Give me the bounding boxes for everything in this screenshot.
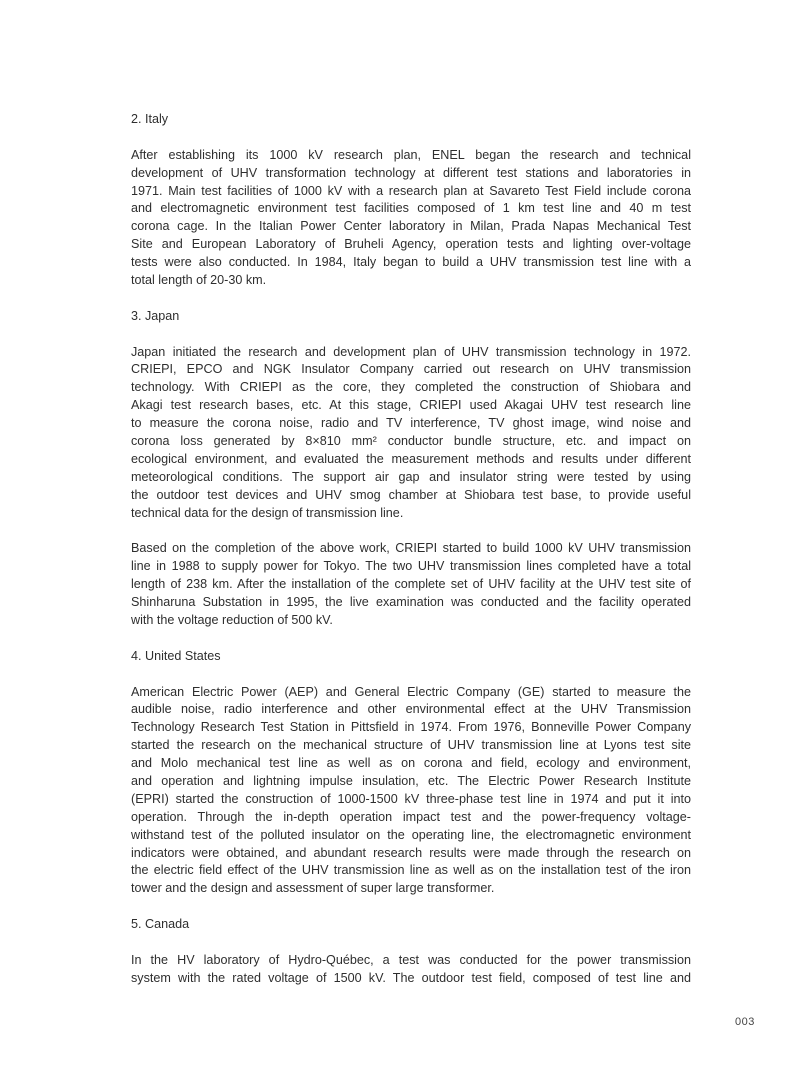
text-line: After establishing its 1000 kV research plan, ENEL began the research and technical <box>131 147 691 162</box>
page-number: 003 <box>735 1016 755 1028</box>
text-line: Japan initiated the research and development plan of UHV transmission technology in 1972. <box>131 344 691 359</box>
text-line: tests were also conducted. In 1984, Italy began to build a UHV transmission test line with a <box>131 255 691 270</box>
text-line: system with the rated voltage of 1500 kV. The outdoor test field, composed of test line and <box>131 970 691 985</box>
text-line: Based on the completion of the above work, CRIEPI started to build 1000 kV UHV transmission <box>131 541 691 556</box>
text-line: In the HV laboratory of Hydro-Québec, a test was conducted for the power transmission <box>131 952 691 967</box>
paragraph <box>131 540 691 629</box>
text-line: line in 1988 to supply power for Tokyo. The two UHV transmission lines completed have a total <box>131 559 691 574</box>
text-line: and Molo mechanical test line as well as on corona and field, ecology and environment, <box>131 756 691 771</box>
text-line: total length of 20-30 km. <box>131 273 267 288</box>
text-line: started the research on the mechanical structure of UHV transmission line at Lyons test site <box>131 738 691 753</box>
text-line: Site and European Laboratory of Bruheli Agency, operation tests and lighting over-voltage <box>131 237 691 252</box>
section-heading: 3. Japan <box>131 308 180 323</box>
text-line: to measure the corona noise, radio and TV interference, TV ghost image, wind noise and <box>131 416 691 431</box>
text-line: operation. Through the in-depth operation impact test and the power-frequency voltage- <box>131 809 691 824</box>
text-line: 1971. Main test facilities of 1000 kV with a research plan at Savareto Test Field include corona <box>131 183 691 198</box>
text-line: Akagi test research bases, etc. At this stage, CRIEPI used Akagai UHV test research line <box>131 398 691 413</box>
paragraph <box>131 684 691 899</box>
text-line: with the voltage reduction of 500 kV. <box>131 612 333 627</box>
paragraph <box>131 147 691 290</box>
text-line: corona loss generated by 8×810 mm² conductor bundle structure, etc. and impact on <box>131 434 691 449</box>
text-line: CRIEPI, EPCO and NGK Insulator Company carried out research on UHV transmission <box>131 362 691 377</box>
text-line: corona cage. In the Italian Power Center laboratory in Milan, Prada Napas Mechanical Test <box>131 219 691 234</box>
text-line: and operation and lightning impulse insulation, etc. The Electric Power Research Institute <box>131 773 691 788</box>
text-line: technical data for the design of transmission line. <box>131 505 404 520</box>
text-line: Shinharuna Substation in 1995, the live examination was conducted and the facility operated <box>131 595 691 610</box>
text-line: and electromagnetic environment test facilities composed of 1 km test line and 40 m test <box>131 201 691 216</box>
text-line: the electric field effect of the UHV transmission line as well as on the installation test of the iron <box>131 863 691 878</box>
text-line: withstand test of the polluted insulator on the operating line, the electromagnetic environment <box>131 827 691 842</box>
section-heading: 4. United States <box>131 648 221 663</box>
text-line: Technology Research Test Station in Pittsfield in 1974. From 1976, Bonneville Power Company <box>131 720 691 735</box>
paragraph <box>131 344 691 523</box>
text-line: indicators were obtained, and abundant research results were made through the research on <box>131 845 691 860</box>
text-line: tower and the design and assessment of super large transformer. <box>131 881 495 896</box>
section-heading: 2. Italy <box>131 112 169 126</box>
text-line: American Electric Power (AEP) and General Electric Company (GE) started to measure the <box>131 684 691 699</box>
text-line: development of UHV transformation technology at different test stations and laboratories in <box>131 165 691 180</box>
text-line: meteorological conditions. The support air gap and insulator string were tested by using <box>131 469 691 484</box>
section-heading: 5. Canada <box>131 917 190 932</box>
text-line: audible noise, radio interference and other environmental effect at the UHV Transmission <box>131 702 691 717</box>
text-line: the outdoor test devices and UHV smog chamber at Shiobara test base, to provide useful <box>131 487 691 502</box>
paragraph <box>131 952 691 988</box>
document-body <box>131 111 691 1006</box>
text-line: technology. With CRIEPI as the core, they completed the construction of Shiobara and <box>131 380 691 395</box>
text-line: ecological environment, and evaluated the measurement methods and results under different <box>131 451 691 466</box>
text-line: length of 238 km. After the installation of the complete set of UHV facility at the UHV test site of <box>131 577 691 592</box>
text-line: (EPRI) started the construction of 1000-1500 kV three-phase test line in 1974 and put it into <box>131 791 691 806</box>
